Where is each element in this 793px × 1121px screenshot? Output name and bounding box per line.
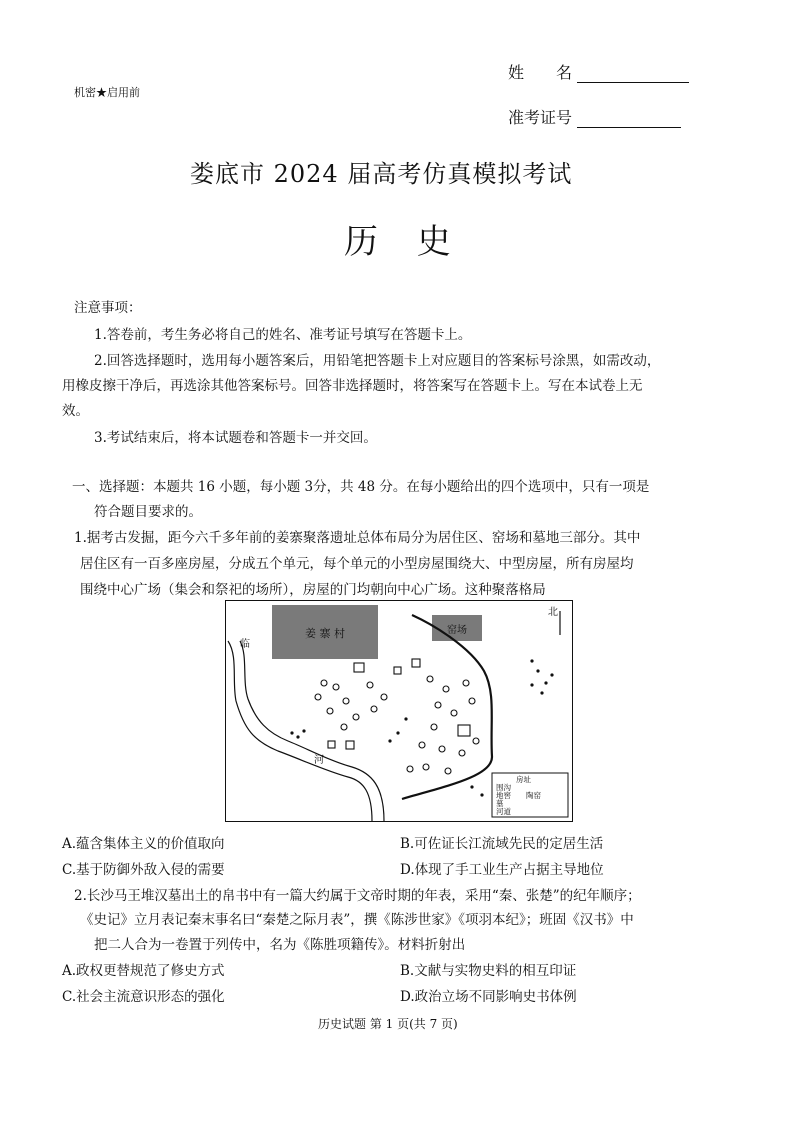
- house-sites: [315, 659, 479, 774]
- kiln-label: 窑场: [447, 625, 467, 636]
- river-bank-left: [228, 641, 372, 821]
- exam-id-blank: [577, 111, 681, 128]
- q2-line-2: 《史记》立月表记秦末事名曰“秦楚之际月表”，撰《陈涉世家》《项羽本纪》；班固《汉书》中: [80, 912, 634, 928]
- q2-line-1: 2.长沙马王堆汉墓出土的帛书中有一篇大约属于文帝时期的年表，采用“秦、张楚”的纪年顺序；: [74, 888, 641, 904]
- q1-line-3: 围绕中心广场（集会和祭祀的场所），房屋的门均朝向中心广场。这种聚落格局: [80, 582, 546, 598]
- q2-line-3: 把二人合为一卷置于列传中，名为《陈胜项籍传》。材料折射出: [94, 937, 466, 953]
- q1-line-2: 居住区有一百多座房屋，分成五个单元，每个单元的小型房屋围绕大、中型房屋，所有房屋均: [80, 556, 634, 572]
- section-heading-cont: 符合题目要求的。: [94, 504, 202, 520]
- q2-option-b[interactable]: B.文献与实物史料的相互印证: [400, 963, 577, 979]
- north-label: 北: [548, 607, 558, 618]
- note-2-cont: 用橡皮擦干净后，再选涂其他答案标号。回答非选择题时，将答案写在答题卡上。写在本试卷上无: [62, 378, 643, 394]
- q1-line-1: 1.据考古发掘，距今六千多年前的姜寨聚落遗址总体布局分为居住区、窑场和墓地三部分。其中: [74, 530, 641, 546]
- note-1: 1.答卷前，考生务必将自己的姓名、准考证号填写在答题卡上。: [94, 327, 472, 343]
- village-label: 姜 寨 村: [305, 627, 345, 640]
- legend-ditch: 围沟: [496, 783, 511, 792]
- legend-tomb: 墓: [496, 799, 504, 808]
- name-blank: [577, 66, 689, 83]
- page-footer: 历史试题 第 1 页(共 7 页): [318, 1017, 458, 1031]
- name-label: 姓 名: [508, 63, 573, 82]
- river-label-he: 河: [314, 755, 324, 766]
- q1-option-c[interactable]: C.基于防御外敌入侵的需要: [62, 862, 225, 878]
- q1-option-b[interactable]: B.可佐证长江流域先民的定居生活: [400, 836, 604, 852]
- name-field-row: [508, 60, 689, 83]
- river-bank-right: [240, 641, 384, 821]
- q2-option-d[interactable]: D.政治立场不同影响史书体例: [400, 989, 577, 1005]
- subject-title: 历 史: [344, 222, 465, 262]
- confidential-label: 机密★启用前: [74, 86, 140, 99]
- notes-heading: 注意事项：: [74, 300, 142, 316]
- surrounding-ditch: [402, 615, 492, 799]
- exam-id-label: 准考证号: [508, 108, 573, 127]
- q2-option-c[interactable]: C.社会主流意识形态的强化: [62, 989, 225, 1005]
- map-figure: [226, 601, 572, 821]
- note-3: 3.考试结束后，将本试题卷和答题卡一并交回。: [94, 430, 377, 446]
- q1-option-a[interactable]: A.蕴含集体主义的价值取向: [62, 836, 225, 852]
- legend-title: 房址: [516, 775, 531, 784]
- legend-river: 河道: [496, 807, 511, 816]
- river-label-lin: 临: [240, 639, 250, 650]
- note-2-end: 效。: [62, 403, 89, 419]
- exam-title: 娄底市 2024 届高考仿真模拟考试: [190, 160, 573, 188]
- q1-option-d[interactable]: D.体现了手工业生产占据主导地位: [400, 862, 604, 878]
- id-field-row: [508, 105, 681, 128]
- legend-cellar: 地窖: [496, 791, 511, 800]
- note-2: 2.回答选择题时，选用每小题答案后，用铅笔把答题卡上对应题目的答案标号涂黑，如需改动，: [94, 353, 661, 369]
- legend-kiln: 陶窑: [526, 791, 541, 800]
- section-heading: 一、选择题：本题共 16 小题，每小题 3分，共 48 分。在每小题给出的四个选项中，只有一项是: [72, 479, 650, 495]
- jiangzhai-map: [225, 600, 573, 822]
- q2-option-a[interactable]: A.政权更替规范了修史方式: [62, 963, 225, 979]
